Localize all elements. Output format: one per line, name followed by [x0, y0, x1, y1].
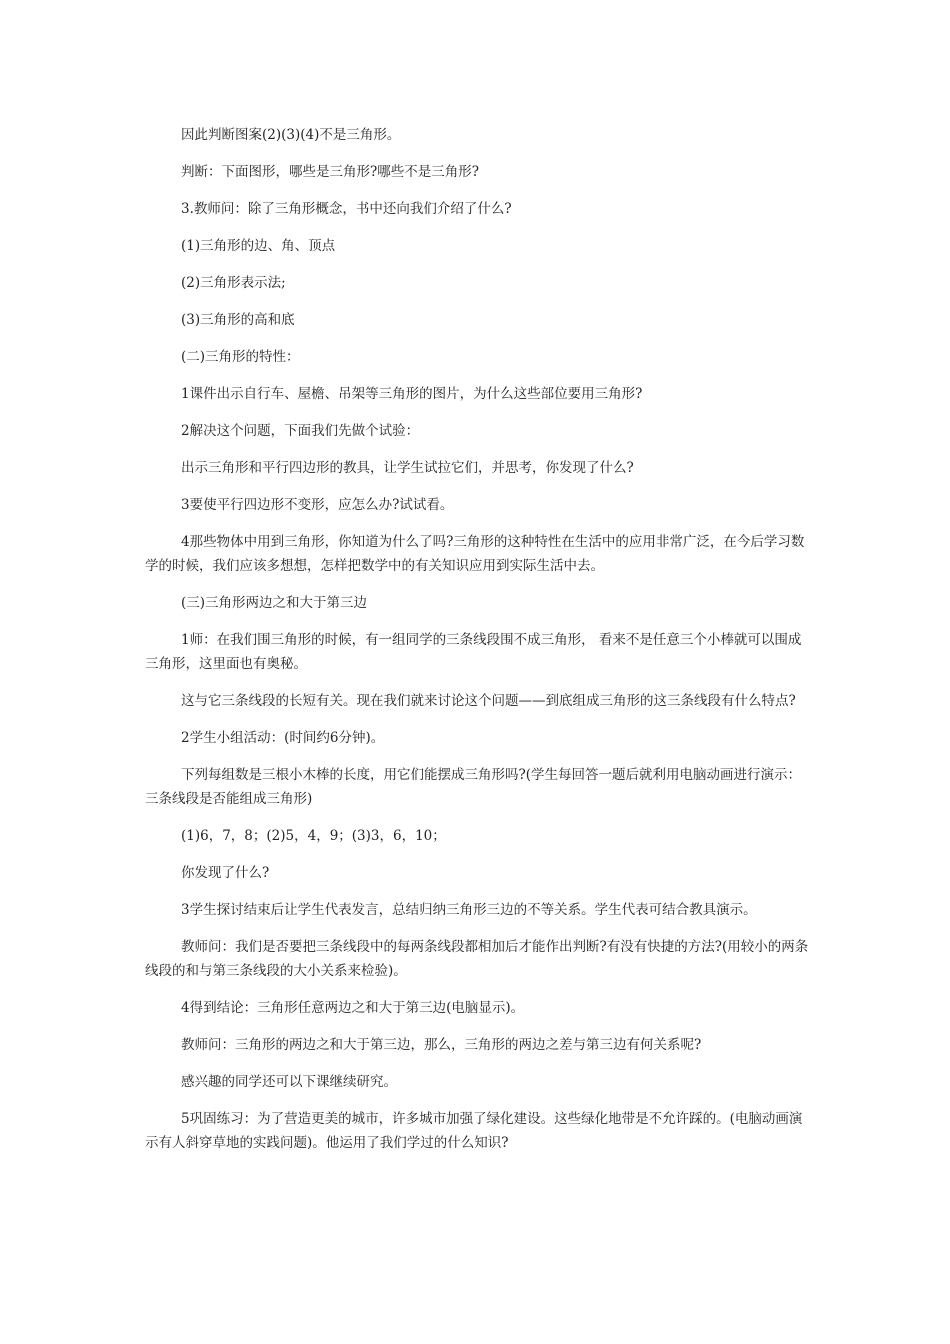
section-heading-2: (二)三角形的特性：	[181, 349, 300, 365]
paragraph-1: 因此判断图案(2)(3)(4)不是三角形。	[181, 127, 401, 143]
paragraph-14: 1师：在我们围三角形的时候，有一组同学的三条线段围不成三角形， 看来不是任意三个小棒就可以围成三角形，这里面也有奥秘。	[145, 632, 802, 672]
paragraph-12: 4那些物体中用到三角形，你知道为什么了吗?三角形的这种特性在生活中的应用非常广泛，在今后学习数学的时候，我们应该多想想，怎样把数学中的有关知识应用到实际生活中去。	[145, 534, 805, 574]
paragraph-16: 2学生小组活动：(时间约6分钟)。	[181, 730, 385, 746]
paragraph-22: 4得到结论：三角形任意两边之和大于第三边(电脑显示)。	[181, 1000, 525, 1016]
paragraph-24: 感兴趣的同学还可以下课继续研究。	[181, 1074, 397, 1090]
paragraph-2: 判断：下面图形，哪些是三角形?哪些不是三角形?	[181, 164, 479, 180]
paragraph-15: 这与它三条线段的长短有关。现在我们就来讨论这个问题——到底组成三角形的这三条线段有什么特点?	[181, 693, 796, 709]
paragraph-11: 3要使平行四边形不变形，应怎么办?试试看。	[181, 497, 454, 513]
paragraph-9: 2解决这个问题，下面我们先做个试验：	[181, 423, 420, 439]
paragraph-21: 教师问：我们是否要把三条线段中的每两条线段都相加后才能作出判断?有没有快捷的方法?(用较小的两条线段的和与第三条线段的大小关系来检验)。	[145, 939, 809, 979]
paragraph-23: 教师问：三角形的两边之和大于第三边，那么，三角形的两边之差与第三边有何关系呢?	[181, 1037, 702, 1053]
section-heading-3: (三)三角形两边之和大于第三边	[181, 595, 368, 611]
paragraph-25: 5巩固练习：为了营造更美的城市，许多城市加强了绿化建设。这些绿化地带是不允许踩的。(电脑动画演示有人斜穿草地的实践问题)。他运用了我们学过的什么知识?	[145, 1111, 803, 1151]
paragraph-8: 1课件出示自行车、屋檐、吊架等三角形的图片，为什么这些部位要用三角形?	[181, 386, 643, 402]
paragraph-20: 3学生探讨结束后让学生代表发言，总结归纳三角形三边的不等关系。学生代表可结合教具演示。	[181, 902, 757, 918]
paragraph-5: (2)三角形表示法;	[181, 275, 286, 291]
paragraph-18: (1)6，7，8；(2)5，4，9；(3)3，6，10；	[181, 828, 446, 844]
paragraph-19: 你发现了什么?	[181, 865, 270, 881]
paragraph-4: (1)三角形的边、角、顶点	[181, 238, 336, 254]
paragraph-10: 出示三角形和平行四边形的教具，让学生试拉它们，并思考，你发现了什么?	[181, 460, 634, 476]
document-body	[145, 123, 810, 1168]
paragraph-3: 3.教师问：除了三角形概念，书中还向我们介绍了什么?	[181, 201, 512, 217]
paragraph-6: (3)三角形的高和底	[181, 312, 295, 328]
paragraph-17: 下列每组数是三根小木棒的长度，用它们能摆成三角形吗?(学生每回答一题后就利用电脑动画进行演示：三条线段是否能组成三角形)	[145, 767, 802, 807]
